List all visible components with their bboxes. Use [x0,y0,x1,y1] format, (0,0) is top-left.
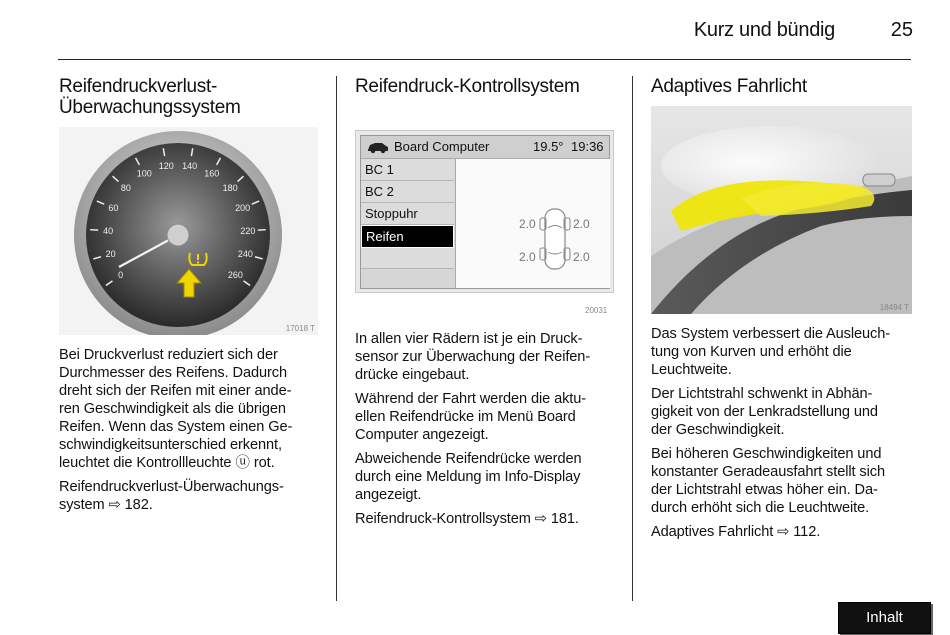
speedometer-label: 100 [136,168,152,179]
tire-pressure-front-left: 2.0 [519,217,536,231]
section-title-line: Überwachungssystem [59,97,241,118]
car-icon [367,140,389,154]
text-line: schwindigkeitsunterschied erkennt, [59,437,282,453]
text-line: sensor zur Überwachung der Reifen- [355,349,591,365]
text-line: drücke eingebaut. [355,367,470,383]
speedometer-label: 180 [222,183,238,194]
column-divider-2 [632,76,633,601]
text-line: Während der Fahrt werden die aktu- [355,391,587,407]
section-body-adaptive-light [651,325,921,547]
inhalt-button[interactable]: Inhalt [838,602,931,634]
header-divider [58,59,911,60]
text-line: Leuchtweite. [651,362,732,378]
menu-item-empty [361,248,454,269]
section-title-tpms: Reifendruck-Kontrollsystem [355,76,580,97]
section-title-adaptive-light: Adaptives Fahrlicht [651,76,807,97]
text-line: Reifen. Wenn das System einen Ge- [59,419,293,435]
speedometer-label: 200 [235,202,251,213]
text-line: angezeigt. [355,487,422,503]
speedometer-label: 60 [108,202,119,213]
text-line: Reifendruckverlust-Überwachungs- [59,479,284,495]
text-line: Reifendruck-Kontrollsystem ⇨ 181. [355,511,579,527]
car-topview-icon [535,206,575,272]
paragraph [355,390,625,444]
speedometer-illustration [59,127,318,335]
text-line: Durchmesser des Reifens. Dadurch [59,365,287,381]
text-line: Adaptives Fahrlicht ⇨ 112. [651,524,821,540]
adaptive-light-illustration [651,106,912,314]
speedometer-label: 160 [204,168,220,179]
text-line: Abweichende Reifendrücke werden [355,451,582,467]
tire-pressure-rear-left: 2.0 [519,250,536,264]
cross-reference[interactable] [59,478,324,514]
paragraph [651,325,921,379]
board-computer-figure [355,130,614,293]
paragraph [651,385,921,439]
speedometer-label: 20 [105,249,116,260]
board-computer-title: Board Computer [394,139,490,154]
vehicle-icon [863,174,895,186]
text-line: tung von Kurven und erhöht die [651,344,852,360]
page-number: 25 [890,19,913,41]
tire-pressure-front-right: 2.0 [573,217,590,231]
section-body-tpms-loss [59,346,324,520]
text-line: durch eine Meldung im Info-Display [355,469,581,485]
speedometer-label: 40 [103,225,114,236]
paragraph [651,445,921,517]
paragraph [59,346,324,472]
text-line: Bei Druckverlust reduziert sich der [59,347,278,363]
speedometer-label: 240 [237,249,253,260]
speedometer-label: 120 [158,160,174,171]
text-line: Computer angezeigt. [355,427,489,443]
tire-pressure-panel [455,159,610,288]
chapter-title: Kurz und bündig [693,19,835,41]
menu-item-bc1[interactable]: BC 1 [361,159,454,181]
figure-code: 17018 T [285,324,315,333]
text-line: durch erhöht sich die Leuchtweite. [651,500,870,516]
speedometer-label: 220 [240,225,256,236]
figure-code: 20031 [585,306,608,315]
menu-item-reifen[interactable]: Reifen [361,225,454,248]
column-divider-1 [336,76,337,601]
figure-code: 18494 T [879,303,909,312]
text-line: Der Lichtstrahl schwenkt in Abhän- [651,386,873,402]
tire-pressure-rear-right: 2.0 [573,250,590,264]
adaptive-light-figure [651,106,912,314]
text-line: dreht sich der Reifen mit einer ande- [59,383,292,399]
board-computer-header [361,136,609,159]
text-line: ellen Reifendrücke im Menü Board [355,409,576,425]
text-line: konstanter Geradeausfahrt stellt sich [651,464,885,480]
paragraph [355,330,625,384]
text-line: der Lichtstrahl etwas höher ein. Da- [651,482,878,498]
speedometer-label: 140 [182,160,198,171]
speedometer-label: 260 [227,270,243,281]
menu-item-stoppuhr[interactable]: Stoppuhr [361,203,454,225]
text-line: ren Geschwindigkeit als die übrigen [59,401,286,417]
clock-time: 19:36 [571,139,604,154]
board-computer-menu [361,159,454,269]
section-title-tpms-loss [59,76,241,118]
section-title-line: Reifendruckverlust- [59,76,217,97]
section-body-tpms [355,330,625,534]
text-line: der Geschwindigkeit. [651,422,785,438]
text-line: Bei höheren Geschwindigkeiten und [651,446,882,462]
text-line: system ⇨ 182. [59,497,153,513]
text-line: leuchtet die Kontrollleuchte ⓤ rot. [59,455,275,471]
speedometer-label: 80 [120,183,131,194]
text-line: gigkeit von der Lenkradstellung und [651,404,878,420]
speedometer-figure [59,127,318,335]
menu-item-bc2[interactable]: BC 2 [361,181,454,203]
speedometer-label: 0 [118,270,124,281]
board-computer-screen [360,135,610,289]
cross-reference[interactable] [651,523,921,541]
text-line: In allen vier Rädern ist je ein Druck- [355,331,583,347]
paragraph [355,450,625,504]
cross-reference[interactable] [355,510,625,528]
temperature: 19.5° [533,139,564,154]
needle-hub [167,224,189,246]
text-line: Das System verbessert die Ausleuch- [651,326,891,342]
